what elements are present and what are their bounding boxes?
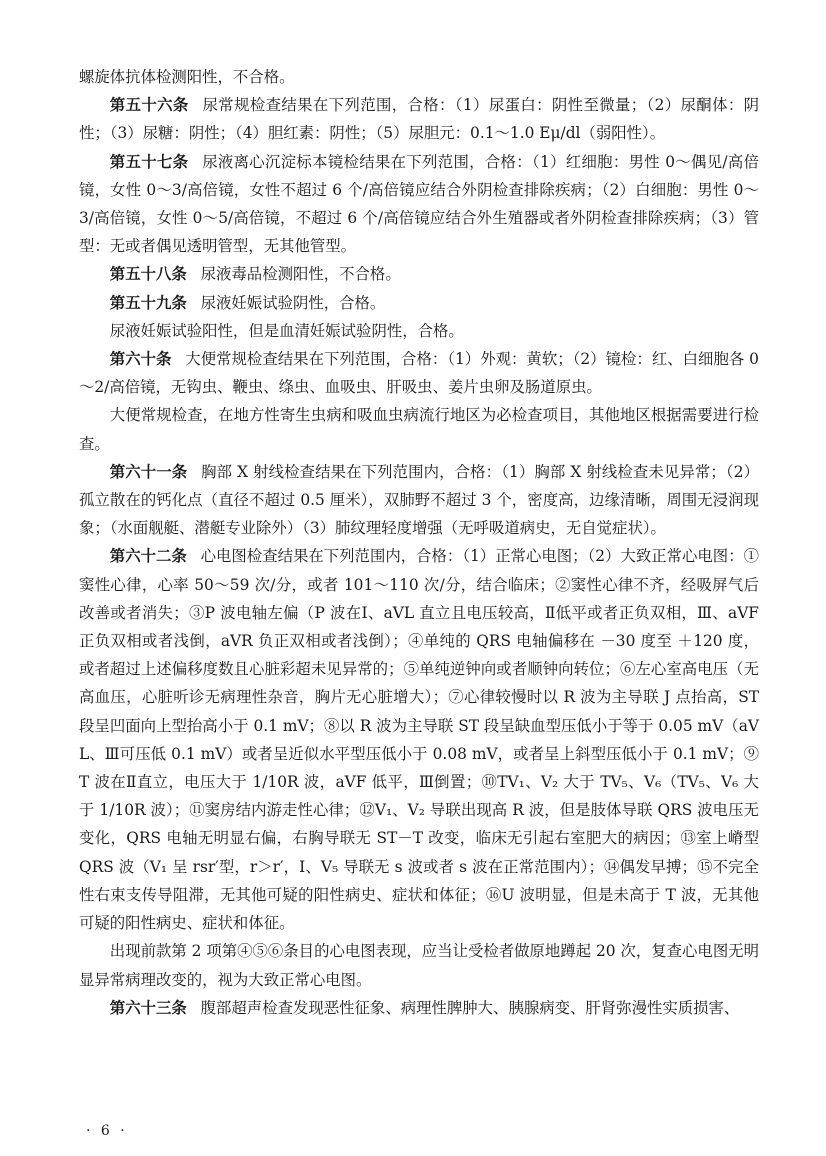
paragraph-text: 尿常规检查结果在下列范围，合格：（1）尿蛋白：阴性至微量；（2）尿酮体：阴性；（3）尿糖：阴性；（4）胆红素：阴性；（5）尿胆元：0.1～1.0 Eμ/dl（弱阳性）。 — [79, 96, 759, 143]
article-61 — [79, 458, 759, 543]
paragraph-text: 大便常规检查，在地方性寄生虫病和吸血虫病流行地区为必检查项目，其他地区根据需要进行检查。 — [79, 406, 759, 453]
paragraph-text: 尿液妊娠试验阴性，合格。 — [200, 293, 386, 312]
article-60-note — [79, 401, 759, 457]
article-heading: 第五十九条 — [109, 293, 187, 312]
paragraph-text: 心电图检查结果在下列范围内，合格：（1）正常心电图；（2）大致正常心电图：①窦性心律，心率 50～59 次/分，或者 101～110 次/分，结合临床；②窦性心律不齐，经吸屏气后改善或者消失；③P 波电轴左偏（P 波在Ⅰ、aVL 直立且电压较高，Ⅱ低平或者正负双相，Ⅲ、aVF 正负双相或者浅倒，aVR 负正双相或者浅倒）；④单纯的 QRS 电轴偏移在 －30 度至 ＋120 度，或者超过上述偏移度数且心脏彩超未见异常的；⑤单纯逆钟向或者顺钟向转位；⑥左心室高电压（无高血压，心脏听诊无病理性杂音，胸片无心脏增大）；⑦心律较慢时以 R 波为主导联 J 点抬高，ST 段呈凹面向上型抬高小于 0.1 mV；⑧以 R 波为主导联 ST 段呈缺血型压低小于等于 0.05 mV（aVL、Ⅲ可压低 0.1 mV）或者呈近似水平型压低小于 0.08 mV，或者呈上斜型压低小于 0.1 mV；⑨T 波在Ⅱ直立，电压大于 1/10R 波，aVF 低平，Ⅲ倒置；⑩TV₁、V₂ 大于 TV₅、V₆（TV₅、V₆ 大于 1/10R 波）；⑪窦房结内游走性心律；⑫V₁、V₂ 导联出现高 R 波，但是肢体导联 QRS 波电压无变化，QRS 电轴无明显右偏，右胸导联无 ST－T 改变，临床无引起右室肥大的病因；⑬室上嵴型 QRS 波（V₁ 呈 rsr′型，r＞r′，Ⅰ、V₅ 导联无 s 波或者 s 波在正常范围内）；⑭偶发早搏；⑮不完全性右束支传导阻滞，无其他可疑的阳性病史、症状和体征；⑯U 波明显，但是未高于 T 波，无其他可疑的阳性病史、症状和体征。 — [79, 547, 759, 933]
paragraph-text: 尿液毒品检测阳性，不合格。 — [200, 265, 401, 284]
article-63 — [79, 994, 759, 1022]
article-heading: 第五十七条 — [109, 152, 189, 171]
article-heading: 第六十二条 — [109, 547, 187, 566]
paragraph-continuation — [79, 63, 759, 91]
article-60 — [79, 345, 759, 401]
paragraph-text: 胸部 X 射线检查结果在下列范围内，合格：（1）胸部 X 射线检查未见异常；（2）孤立散在的钙化点（直径不超过 0.5 厘米），双肺野不超过 3 个，密度高，边缘清晰，周围无浸润现象；（水面舰艇、潜艇专业除外）（3）肺纹理轻度增强（无呼吸道病史，无自觉症状）。 — [79, 462, 759, 538]
paragraph-text: 大便常规检查结果在下列范围，合格：（1）外观：黄软；（2）镜检：红、白细胞各 0～2/高倍镜，无钩虫、鞭虫、绦虫、血吸虫、肝吸虫、姜片虫卵及肠道原虫。 — [79, 350, 759, 397]
article-62 — [79, 542, 759, 937]
article-heading: 第六十三条 — [109, 998, 187, 1017]
article-59 — [79, 289, 759, 317]
article-62-note — [79, 937, 759, 993]
paragraph-text: 腹部超声检查发现恶性征象、病理性脾肿大、胰腺病变、肝肾弥漫性实质损害、 — [200, 998, 740, 1017]
article-58 — [79, 260, 759, 288]
article-56 — [79, 91, 759, 147]
article-heading: 第五十六条 — [109, 96, 189, 115]
paragraph-text: 尿液离心沉淀标本镜检结果在下列范围，合格：（1）红细胞：男性 0～偶见/高倍镜，女性 0～3/高倍镜，女性不超过 6 个/高倍镜应结合外阴检查排除疾病；（2）白细胞：男性 0～3/高倍镜，女性 0～5/高倍镜，不超过 6 个/高倍镜应结合外生殖器或者外阴检查排除疾病；（3）管型：无或者偶见透明管型，无其他管型。 — [79, 152, 759, 256]
article-heading: 第五十八条 — [109, 265, 187, 284]
article-heading: 第六十条 — [109, 350, 172, 369]
paragraph-text: 螺旋体抗体检测阳性，不合格。 — [79, 68, 295, 86]
paragraph-text: 出现前款第 2 项第④⑤⑥条目的心电图表现，应当让受检者做原地蹲起 20 次，复查心电图无明显异常病理改变的，视为大致正常心电图。 — [79, 942, 759, 989]
document-body — [79, 63, 759, 1022]
article-59-note — [79, 317, 759, 345]
page-number: · 6 · — [86, 1123, 128, 1139]
paragraph-text: 尿液妊娠试验阳性，但是血清妊娠试验阴性，合格。 — [109, 321, 464, 340]
article-57 — [79, 148, 759, 261]
article-heading: 第六十一条 — [109, 462, 188, 481]
